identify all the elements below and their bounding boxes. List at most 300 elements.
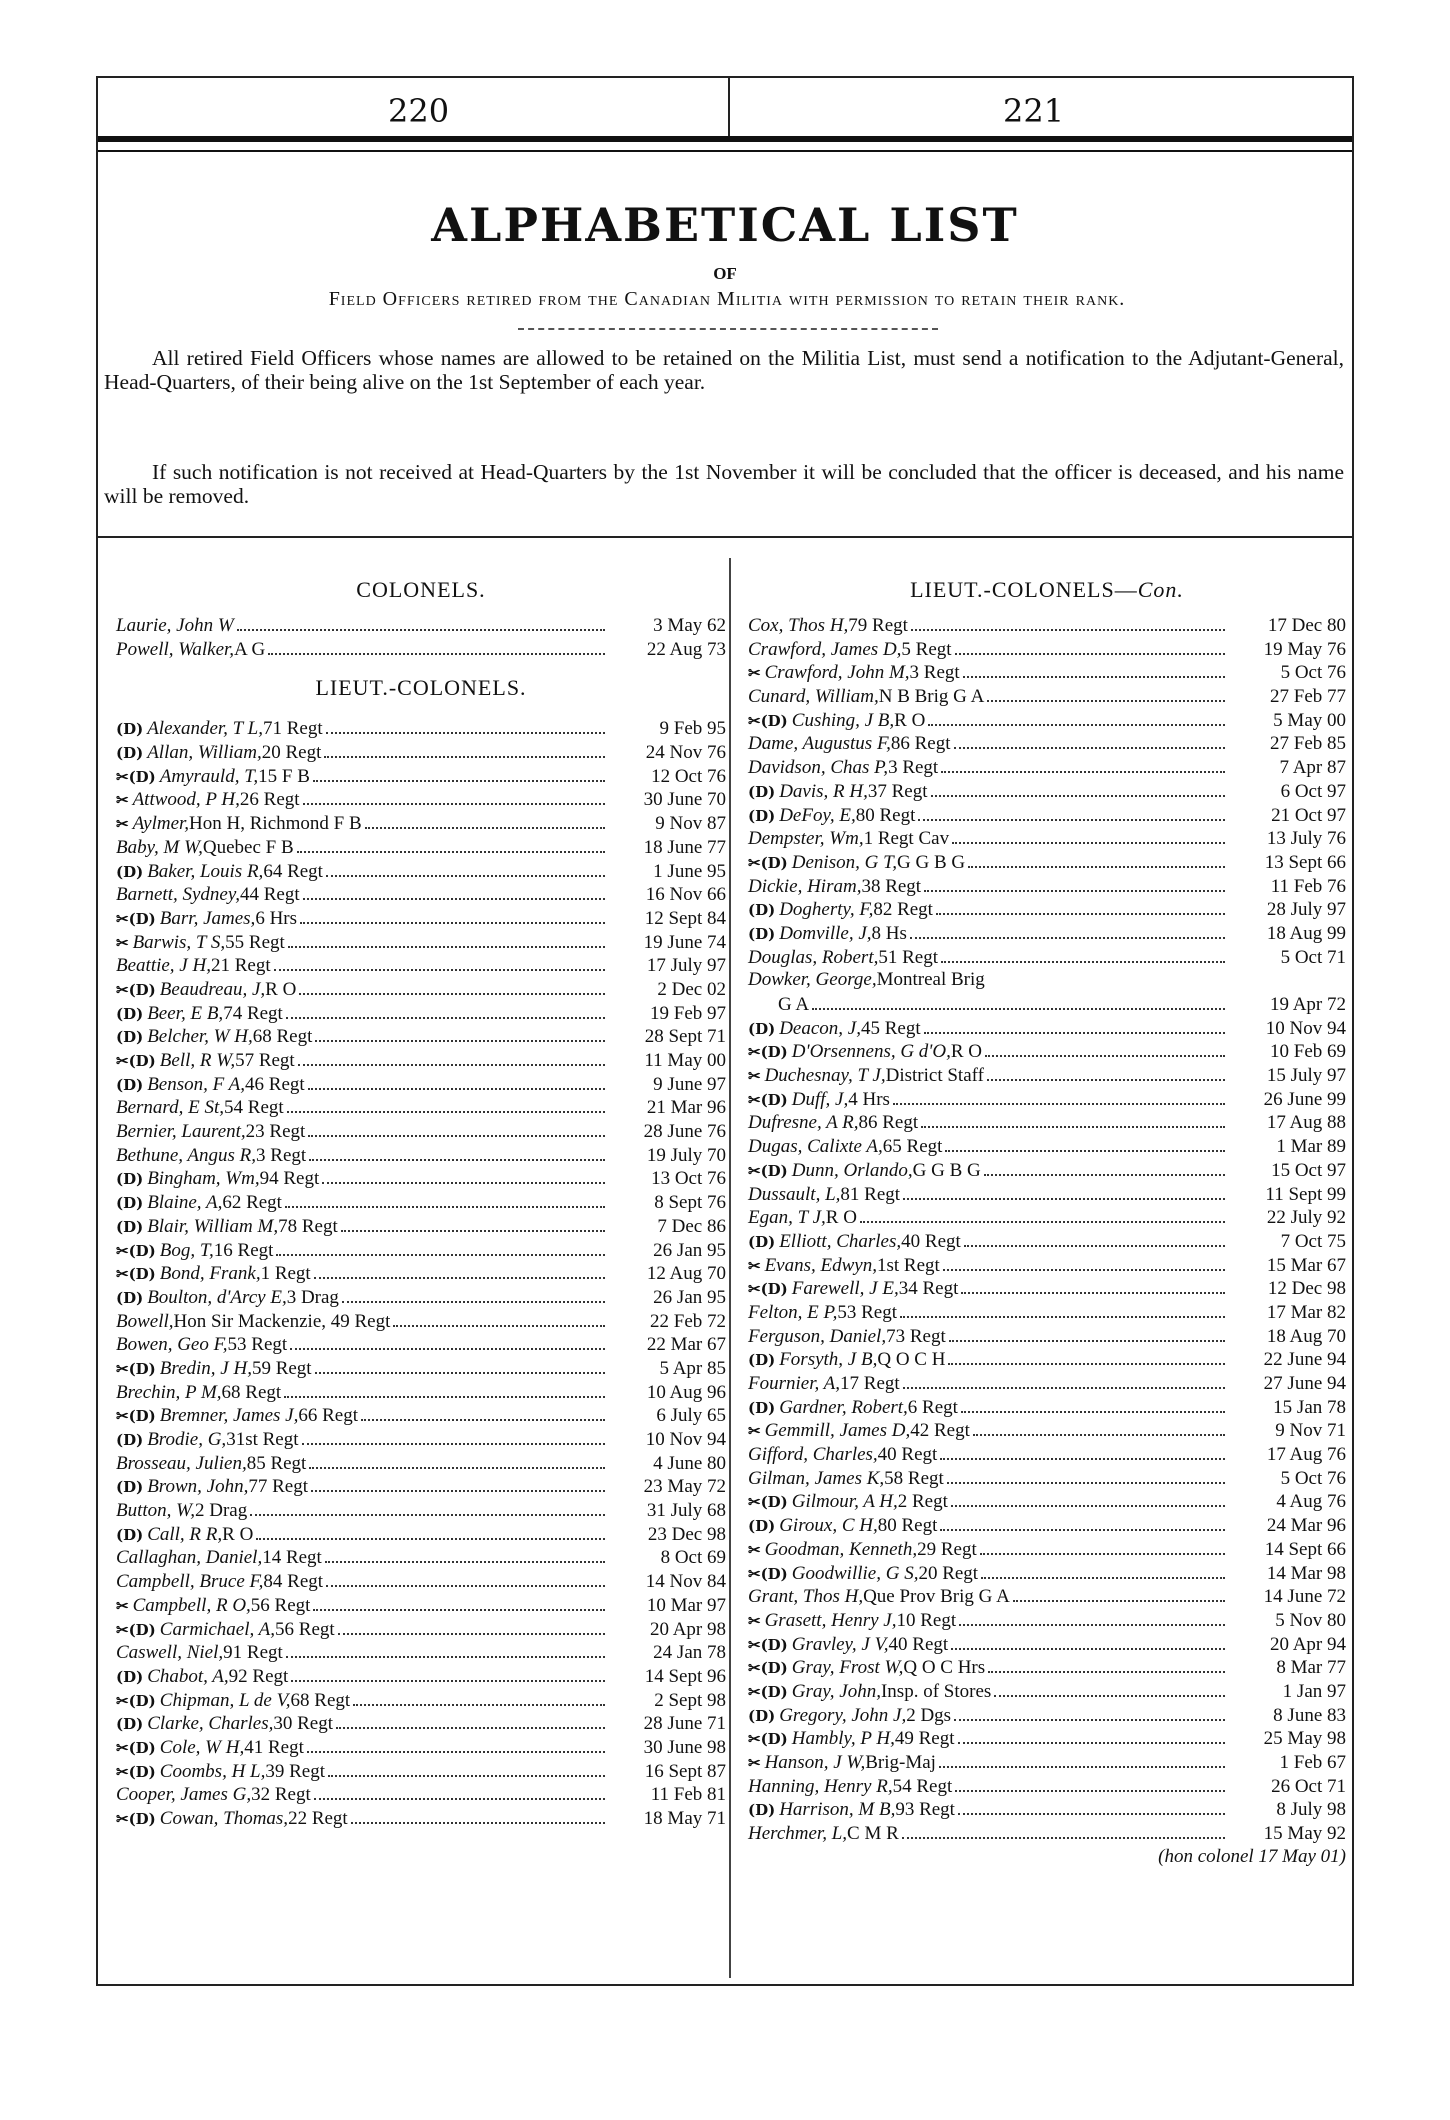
entry-date: 26 Jan 95 [653,1286,726,1308]
entry-name: Evans, Edwyn, [764,1254,877,1276]
entry-date: 2 Dec 02 [657,978,726,1000]
list-item [748,1561,1346,1585]
dot-leader [298,1048,605,1066]
entry-corps: Hon H, Richmond F B [189,813,362,835]
notice-deceased-text: If such notification is not received at Head-Quarters by the 1st November it will be concluded that the officer is deceased, and his name will be removed. [104,460,1344,508]
dot-leader [984,1158,1225,1176]
dot-leader [311,1474,605,1492]
entry-date: 9 June 97 [653,1073,726,1095]
entry-date: 10 Nov 94 [645,1429,726,1450]
entry-date: 16 Sept 87 [644,1760,726,1782]
entry-corps: 53 Regt [837,1301,897,1323]
entry-date: 11 Sept 99 [1265,1183,1346,1205]
entry-date: 10 Aug 96 [646,1381,726,1403]
list-item [116,613,726,637]
list-item [116,740,726,764]
dot-leader [393,1309,605,1327]
list-item [116,1569,726,1593]
section-lieut-colonels-con [748,573,1346,613]
entry-marker: ✂(D) [116,1691,156,1710]
entry-date: 22 Aug 73 [646,638,726,660]
entry-marker: ✂ [116,1596,129,1615]
list-item [748,731,1346,755]
notice-alive-text: All retired Field Officers whose names are allowed to be retained on the Militia List, must send a notification to the Adjutant-General, Head-Quarters, of their being alive on the 1st September of each year. [104,346,1344,394]
entry-name: Chabot, A, [147,1665,229,1687]
list-item [116,1143,726,1167]
lieut-colonels-list-right [748,613,1346,1868]
entry-marker: ✂ [748,1067,761,1086]
entry-date: 19 June 74 [643,931,726,953]
list-item [116,1427,726,1451]
dot-leader [268,637,605,655]
entry-name: Gemmill, James D, [764,1420,911,1442]
list-item [116,1451,726,1475]
dot-leader [361,1403,605,1421]
entry-corps: 6 Hrs [255,907,298,929]
list-item [116,1309,726,1333]
entry-date: 30 June 98 [643,1736,726,1758]
list-item [748,945,1346,969]
list-item [748,1300,1346,1324]
entry-name: Caswell, Niel, [116,1642,224,1664]
entry-corps: R O [894,709,926,731]
entry-date: 24 Mar 96 [1266,1515,1346,1537]
entry-marker: (D) [748,782,776,801]
entry-corps: 30 Regt [273,1713,333,1735]
entry-corps: R O [222,1523,254,1545]
entry-marker: ✂(D) [116,1738,156,1757]
entry-marker: ✂ [116,933,129,952]
dot-leader [941,945,1225,963]
dot-leader [324,740,605,758]
entry-name: Dufresne, A R, [748,1112,859,1134]
entry-date: 10 Feb 69 [1270,1041,1346,1063]
entry-name: Herchmer, L, [748,1823,848,1845]
entry-date: 11 Feb 81 [650,1784,726,1806]
entry-corps: Montreal Brig [876,969,985,991]
dot-leader [299,977,605,995]
dot-leader [958,1726,1225,1744]
entry-corps: 84 Regt [263,1571,324,1593]
entry-name: Grant, Thos H, [748,1586,864,1608]
list-item [748,1655,1346,1679]
dot-leader [947,1466,1225,1484]
entry-corps: 20 Regt [261,742,322,764]
dot-leader [351,1806,605,1824]
entry-marker: (D) [116,1075,144,1094]
entry-corps: 23 Regt [245,1121,306,1143]
entry-name: Cowan, Thomas, [159,1808,289,1829]
entry-name: Gifford, Charles, [748,1444,878,1466]
dot-leader [928,708,1225,726]
entry-name: Davis, R H, [779,780,868,802]
entry-corps: G G B G [897,851,966,873]
entry-corps: 59 Regt [251,1357,312,1379]
entry-date: 18 June 77 [643,836,726,858]
dot-leader [900,1300,1225,1318]
dot-leader [911,613,1225,631]
list-item [116,1664,726,1688]
entry-corps: 2 Drag [195,1500,248,1522]
entry-corps: 82 Regt [873,899,933,921]
entry-corps: 77 Regt [248,1476,308,1498]
entry-date: 5 Oct 71 [1280,946,1346,968]
entry-date: 20 Apr 98 [650,1618,726,1640]
entry-date: 17 Mar 82 [1266,1301,1346,1323]
dot-leader [988,1655,1225,1673]
entry-date: 8 June 83 [1273,1704,1346,1726]
dot-leader [860,1205,1225,1223]
dot-leader [250,1498,605,1516]
entry-corps: 80 Regt [877,1515,938,1537]
dot-leader [353,1688,605,1706]
dot-leader [313,764,605,782]
entry-marker: ✂(D) [116,1359,156,1378]
entry-name: Campbell, Bruce F, [116,1571,264,1593]
dot-leader [924,874,1225,892]
entry-date: 4 Aug 76 [1276,1491,1346,1513]
entry-corps: 22 Regt [288,1808,348,1829]
entry-date: 1 Feb 67 [1279,1752,1346,1773]
dot-leader [342,1285,605,1303]
entry-note: (hon colonel 17 May 01) [1158,1845,1346,1867]
entry-corps: 16 Regt [213,1239,274,1261]
entry-date: 5 Oct 76 [1280,662,1346,684]
entry-date: 10 Mar 97 [646,1594,726,1616]
entry-name: Bingham, Wm, [147,1168,260,1190]
dot-leader [959,1608,1225,1626]
entry-date: 13 July 76 [1266,828,1346,850]
dot-leader [903,1371,1225,1389]
dot-leader [276,1238,605,1256]
dot-leader [921,1110,1225,1128]
dot-leader [322,1166,605,1184]
list-item [748,992,1346,1016]
list-item [748,637,1346,661]
entry-corps: 51 Regt [878,946,938,968]
entry-name: Goodman, Kenneth, [764,1538,918,1560]
entry-name: Gravley, J V, [791,1633,889,1655]
list-item [116,1688,726,1712]
entry-date: 14 Sept 96 [644,1665,726,1687]
entry-corps: 21 Regt [210,955,271,977]
list-item [748,1632,1346,1656]
entry-date: 6 July 65 [656,1405,726,1427]
entry-corps: 78 Regt [278,1215,338,1237]
section-con-label: Con. [1137,577,1184,602]
list-item [748,1584,1346,1608]
dashed-divider [518,328,938,330]
entry-date: 10 Nov 94 [1265,1017,1346,1039]
entry-date: 26 Jan 95 [653,1239,726,1261]
entry-corps: 37 Regt [867,780,928,802]
list-item [748,874,1346,898]
entry-date: 28 June 71 [643,1713,726,1735]
entry-corps: 68 Regt [221,1381,282,1403]
entry-name: DeFoy, E, [779,804,856,826]
entry-name: Cushing, J B, [791,709,895,731]
entry-name: Hanning, Henry R, [748,1775,893,1797]
entry-marker: ✂(D) [748,1659,788,1678]
dot-leader [297,835,605,853]
list-item [116,1095,726,1119]
list-item [116,1782,726,1806]
list-item [748,897,1346,921]
entry-marker: ✂ [748,1422,761,1441]
entry-corps: 15 F B [258,765,310,787]
entry-corps: 5 Regt [901,638,952,660]
entry-name: Goodwillie, G S, [791,1562,919,1584]
entry-name: Boulton, d'Arcy E, [147,1286,287,1308]
entry-corps: 66 Regt [298,1405,359,1427]
entry-marker: (D) [116,1028,144,1047]
entry-marker: ✂(D) [116,1265,156,1284]
entry-date: 5 May 00 [1273,709,1346,731]
dot-leader [308,1072,605,1090]
dot-leader [951,1489,1225,1507]
entry-name: Bethune, Angus R, [116,1144,257,1166]
list-item [748,1158,1346,1182]
entry-corps: 8 Hs [871,922,907,944]
list-item [116,1024,726,1048]
entry-corps: 40 Regt [877,1444,938,1466]
entry-date: 12 Sept 84 [644,907,726,929]
entry-name: Domville, J, [779,922,872,944]
entry-marker: (D) [116,1194,144,1213]
entry-name: Dogherty, F, [779,899,874,921]
dot-leader [954,731,1225,749]
entry-name: Brechin, P M, [116,1381,222,1403]
entry-name: Crawford, John M, [764,662,910,684]
header-divider [728,78,730,136]
entry-corps: 3 Regt [909,662,960,684]
entry-marker: (D) [116,1288,144,1307]
entry-marker: (D) [748,1232,776,1251]
entry-marker: (D) [116,1525,144,1544]
dot-leader [256,1522,605,1540]
entry-date: 8 Sept 76 [654,1192,726,1214]
entry-marker: ✂(D) [748,1280,788,1299]
entry-date: 5 Oct 76 [1280,1467,1346,1489]
dot-leader [812,992,1225,1010]
list-item [748,1205,1346,1229]
entry-name: Hambly, P H, [791,1728,895,1750]
entry-name: Carmichael, A, [159,1618,276,1640]
entry-name: Beaudreau, J, [159,978,266,1000]
entry-marker: (D) [116,1431,144,1449]
entry-date: 7 Oct 75 [1280,1230,1346,1252]
list-item [116,1119,726,1143]
entry-date: 23 Dec 98 [647,1523,726,1545]
entry-corps: 4 Hrs [848,1088,890,1110]
list-item [116,1380,726,1404]
list-item [116,811,726,835]
dot-leader [303,787,605,805]
entry-name: Hanson, J W, [764,1752,866,1773]
dot-leader [291,1664,605,1682]
left-column [116,573,726,1830]
entry-date: 3 May 62 [653,615,726,636]
entry-corps: G G B G [912,1159,981,1181]
entry-marker: (D) [116,1715,144,1734]
notice-rule [98,536,1352,538]
entry-date: 1 Jan 97 [1282,1680,1346,1702]
list-item [116,1214,726,1238]
entry-corps: 41 Regt [244,1736,304,1758]
entry-date: 14 June 72 [1263,1586,1346,1608]
dot-leader [940,1442,1225,1460]
entry-name: Beattie, J H, [116,955,211,977]
list-item [748,1182,1346,1206]
entry-marker: (D) [748,924,776,943]
dot-leader [326,1569,605,1587]
dot-leader [288,930,605,948]
entry-date: 18 May 71 [643,1808,726,1829]
entry-corps: 29 Regt [917,1538,977,1560]
entry-name: Brodie, G, [147,1429,227,1450]
list-item [748,826,1346,850]
list-item [748,1489,1346,1513]
entry-corps: R O [265,978,297,1000]
list-item [748,1537,1346,1561]
list-item [748,968,1346,992]
entry-corps: 3 Regt [256,1144,307,1166]
entry-name: Douglas, Robert, [748,946,879,968]
entry-corps: 81 Regt [840,1183,901,1205]
dot-leader [287,1095,605,1113]
section-lieut-colonels: LIEUT.-COLONELS. [315,675,527,701]
list-item [116,1072,726,1096]
list-item [116,835,726,859]
entry-date: 8 Mar 77 [1276,1657,1346,1679]
colonels-list [116,613,726,660]
entry-name: Laurie, John W [116,615,234,636]
entry-marker: (D) [748,1517,776,1536]
entry-corps: 64 Regt [263,860,323,882]
dot-leader [309,1451,605,1469]
entry-corps: 39 Regt [265,1760,325,1782]
entry-marker: (D) [748,1706,776,1725]
entry-name: Blaine, A, [147,1192,223,1214]
entry-corps: 68 Regt [290,1689,351,1711]
entry-marker: ✂(D) [748,1493,788,1512]
entry-name: Barwis, T S, [132,931,226,953]
entry-name: Bog, T, [159,1239,214,1261]
entry-date: 12 Dec 98 [1267,1278,1346,1300]
entry-name: Beer, E B, [147,1002,224,1024]
entry-date: 15 Jan 78 [1273,1396,1346,1418]
entry-marker: ✂(D) [116,909,156,928]
entry-date: 15 Oct 97 [1271,1159,1346,1181]
entry-corps: 40 Regt [901,1230,961,1252]
entry-corps: 86 Regt [858,1112,919,1134]
entry-marker: ✂(D) [748,853,788,872]
dot-leader [980,1537,1225,1555]
entry-name: Dickie, Hiram, [748,875,862,897]
entry-marker: (D) [748,1398,776,1417]
entry-marker: (D) [748,901,776,920]
list-item [748,613,1346,637]
entry-date: 16 Nov 66 [645,884,726,906]
list-item [116,1759,726,1783]
entry-name: Elliott, Charles, [779,1230,902,1252]
list-item [748,850,1346,874]
list-item [748,1750,1346,1774]
entry-date: 15 Mar 67 [1266,1254,1346,1276]
entry-name: Powell, Walker, [116,638,235,660]
entry-name: Davidson, Chas P, [748,757,889,779]
dot-leader [284,1380,605,1398]
entry-name: Gray, Frost W, [791,1657,904,1679]
list-item [116,1001,726,1025]
entry-name: Duchesnay, T J, [764,1065,886,1087]
entry-date: 9 Feb 95 [659,718,726,740]
entry-marker: (D) [116,1170,144,1189]
entry-marker: (D) [748,1351,776,1370]
entry-name: Fournier, A, [748,1373,841,1394]
list-item [748,1276,1346,1300]
list-item [116,882,726,906]
entry-date: 22 Feb 72 [650,1310,726,1332]
entry-name: Amyrauld, T, [159,765,259,787]
list-item [116,1735,726,1759]
entry-corps: District Staff [885,1065,984,1087]
entry-corps: G A [778,994,810,1015]
dot-leader [285,1190,605,1208]
list-item [116,1285,726,1309]
list-item [116,1403,726,1427]
dot-leader [315,1024,605,1042]
entry-corps: R O [950,1041,982,1063]
entry-date: 1 June 95 [653,860,726,882]
notice-deceased [104,460,1344,508]
entry-corps: 91 Regt [223,1642,283,1664]
dot-leader [309,1143,605,1161]
list-item [748,1016,1346,1040]
entry-name: Cooper, James G, [116,1784,252,1806]
entry-name: Giroux, C H, [779,1515,878,1537]
list-item [748,1703,1346,1727]
entry-corps: 26 Regt [239,789,300,811]
entry-date: 15 July 97 [1266,1065,1346,1087]
list-item [748,1347,1346,1371]
entry-date: 8 Oct 69 [660,1547,726,1569]
dot-leader [326,859,605,877]
page [96,76,1354,1986]
entry-corps: 32 Regt [251,1784,311,1806]
entry-date: 11 Feb 76 [1270,875,1346,897]
entry-date: 17 Aug 76 [1266,1444,1346,1466]
dot-leader [341,1214,605,1232]
entry-date: 23 May 72 [643,1476,726,1498]
entry-name: Benson, F A, [147,1073,246,1095]
entry-name: Baker, Louis R, [147,860,264,882]
dot-leader [964,1229,1225,1247]
dot-leader [968,850,1225,868]
entry-name: Bredin, J H, [159,1357,252,1379]
entry-name: Blair, William M, [147,1215,279,1237]
dot-leader [987,684,1225,702]
entry-name: Call, R R, [147,1523,223,1545]
list-item [116,1522,726,1546]
page-header [98,78,1352,142]
entry-corps: 1 Regt [260,1263,311,1285]
list-item [748,1134,1346,1158]
list-item [116,930,726,954]
entry-marker: ✂ [748,1540,761,1559]
entry-name: Gardner, Robert, [779,1396,908,1418]
lieut-colonels-list-left [116,716,726,1829]
